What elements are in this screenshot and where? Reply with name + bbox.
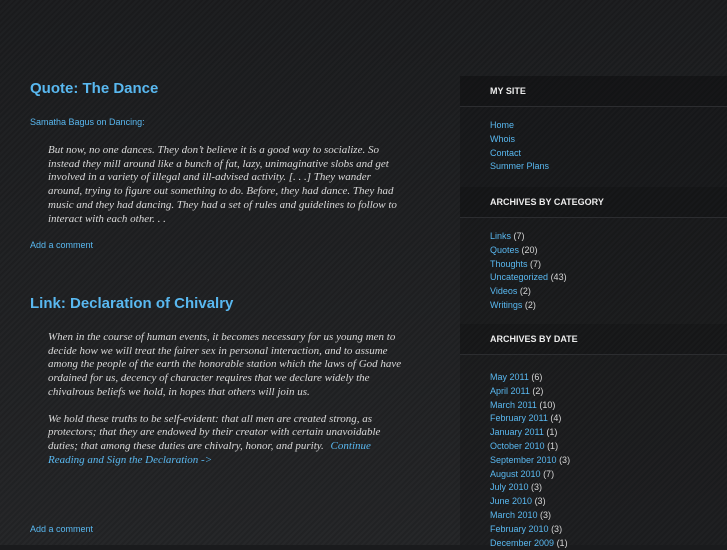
list-item [490,385,727,399]
list-item [490,119,727,133]
category-link[interactable]: Thoughts [490,258,528,269]
quote-text: We hold these truths to be self-evident: that all men are created strong, as protectors; that they are endowed by their creator with certain unavoidable duties; that among these duties are chivalry, honor, and purity. [48,412,381,452]
archive-link[interactable]: February 2010 [490,523,549,534]
list-item [490,244,727,258]
add-comment-link[interactable]: Add a comment [30,240,94,250]
category-link[interactable]: Links [490,231,512,241]
post-count: (3) [534,496,546,507]
quote-paragraph: When in the course of human events, it becomes necessary for us young men to decide how we will treat the fairer sex in personal interaction, and to assume among the people of the earth the honorable station which the laws of God have ordained for us, decency of character requires that we declare widely the chivalrous beliefs we hold, in hopes that others will join us. [48,331,402,398]
post-count: (3) [531,482,543,493]
archive-link[interactable]: January 2011 [490,427,544,438]
list-item [490,399,727,413]
nav-link-whois[interactable]: Whois [490,133,516,144]
list-item [490,426,727,440]
post-count: (1) [546,427,558,438]
list-item [490,537,727,550]
archive-link[interactable]: December 2009 [490,537,555,548]
archive-link[interactable]: October 2010 [490,440,545,451]
post-count: (1) [547,440,559,451]
list-item [490,495,727,509]
widget-heading: MY SITE [460,76,727,107]
post-count: (7) [530,258,542,269]
list-item [490,299,727,313]
nav-link-contact[interactable]: Contact [490,147,522,158]
list-item [490,412,727,426]
post-count: (6) [531,372,543,382]
post-title-link[interactable]: Quote: The Dance [30,80,159,97]
post-count: (2) [532,385,544,396]
add-comment-link[interactable]: Add a comment [30,524,94,534]
post [30,80,158,97]
list-item [490,285,727,299]
post [30,295,233,312]
blockquote [48,144,403,226]
list-item [490,440,727,454]
post-title-link[interactable]: Link: Declaration of Chivalry [30,295,234,312]
post-count: (7) [513,231,525,241]
post-count: (43) [550,272,567,283]
list-item [490,271,727,285]
post-count: (10) [539,399,556,410]
post-count: (2) [519,286,531,297]
post-count: (3) [540,509,552,520]
archive-link[interactable]: March 2011 [490,399,537,410]
archive-link[interactable]: February 2011 [490,413,548,424]
list-item [490,468,727,482]
list-item [490,523,727,537]
blockquote [48,331,403,467]
list-item [490,371,727,385]
category-link[interactable]: Videos [490,286,518,297]
category-link[interactable]: Writings [490,299,523,310]
post-count: (1) [556,537,568,548]
list-item [490,481,727,495]
byline-link[interactable]: Samatha Bagus on Dancing: [30,117,145,127]
quote-paragraph [48,413,403,468]
widget-my-site [460,76,727,179]
category-list [460,218,727,324]
widget-heading: ARCHIVES BY DATE [460,324,727,355]
archive-link[interactable]: March 2010 [490,509,538,520]
date-archive-list [460,355,727,550]
quote-paragraph: But now, no one dances. They don’t believe it is a good way to socialize. So instead they mill around like a bunch of fat, lazy, unimaginative slobs and get involved in a variety of illegal and ill-advised activity. [. . .] They wander around, trying to figure out something to do. Before, they had dance. They had music and they had dancing. They had a set of rules and guidelines to follow to interact with each other. . . [48,144,397,225]
widget-heading: ARCHIVES BY CATEGORY [460,187,727,218]
archive-link[interactable]: June 2010 [490,496,533,507]
continue-reading-link[interactable]: Continue Reading and Sign the Declaration -> [48,439,371,466]
archive-link[interactable]: August 2010 [490,468,541,479]
archive-link[interactable]: July 2010 [490,482,529,493]
post-count: (3) [551,523,563,534]
category-link[interactable]: Quotes [490,244,520,255]
nav-link-summer-plans[interactable]: Summer Plans [490,161,550,172]
archive-link[interactable]: April 2011 [490,385,530,396]
widget-categories [460,187,727,324]
widget-dates [460,324,727,550]
list-item [490,230,727,244]
post-count: (2) [524,299,536,310]
archive-link[interactable]: May 2011 [490,372,529,382]
list-item [490,258,727,272]
list-item [490,133,727,147]
sidebar [460,76,727,548]
post-count: (3) [559,454,571,465]
post-count: (7) [543,468,555,479]
list-item [490,454,727,468]
archive-link[interactable]: September 2010 [490,454,557,465]
list-item [490,147,727,161]
list-item [490,160,727,174]
post-count: (20) [521,244,538,255]
post-count: (4) [550,413,562,424]
nav-link-home[interactable]: Home [490,120,515,130]
my-site-list [460,107,727,179]
category-link[interactable]: Uncategorized [490,272,549,283]
list-item [490,509,727,523]
